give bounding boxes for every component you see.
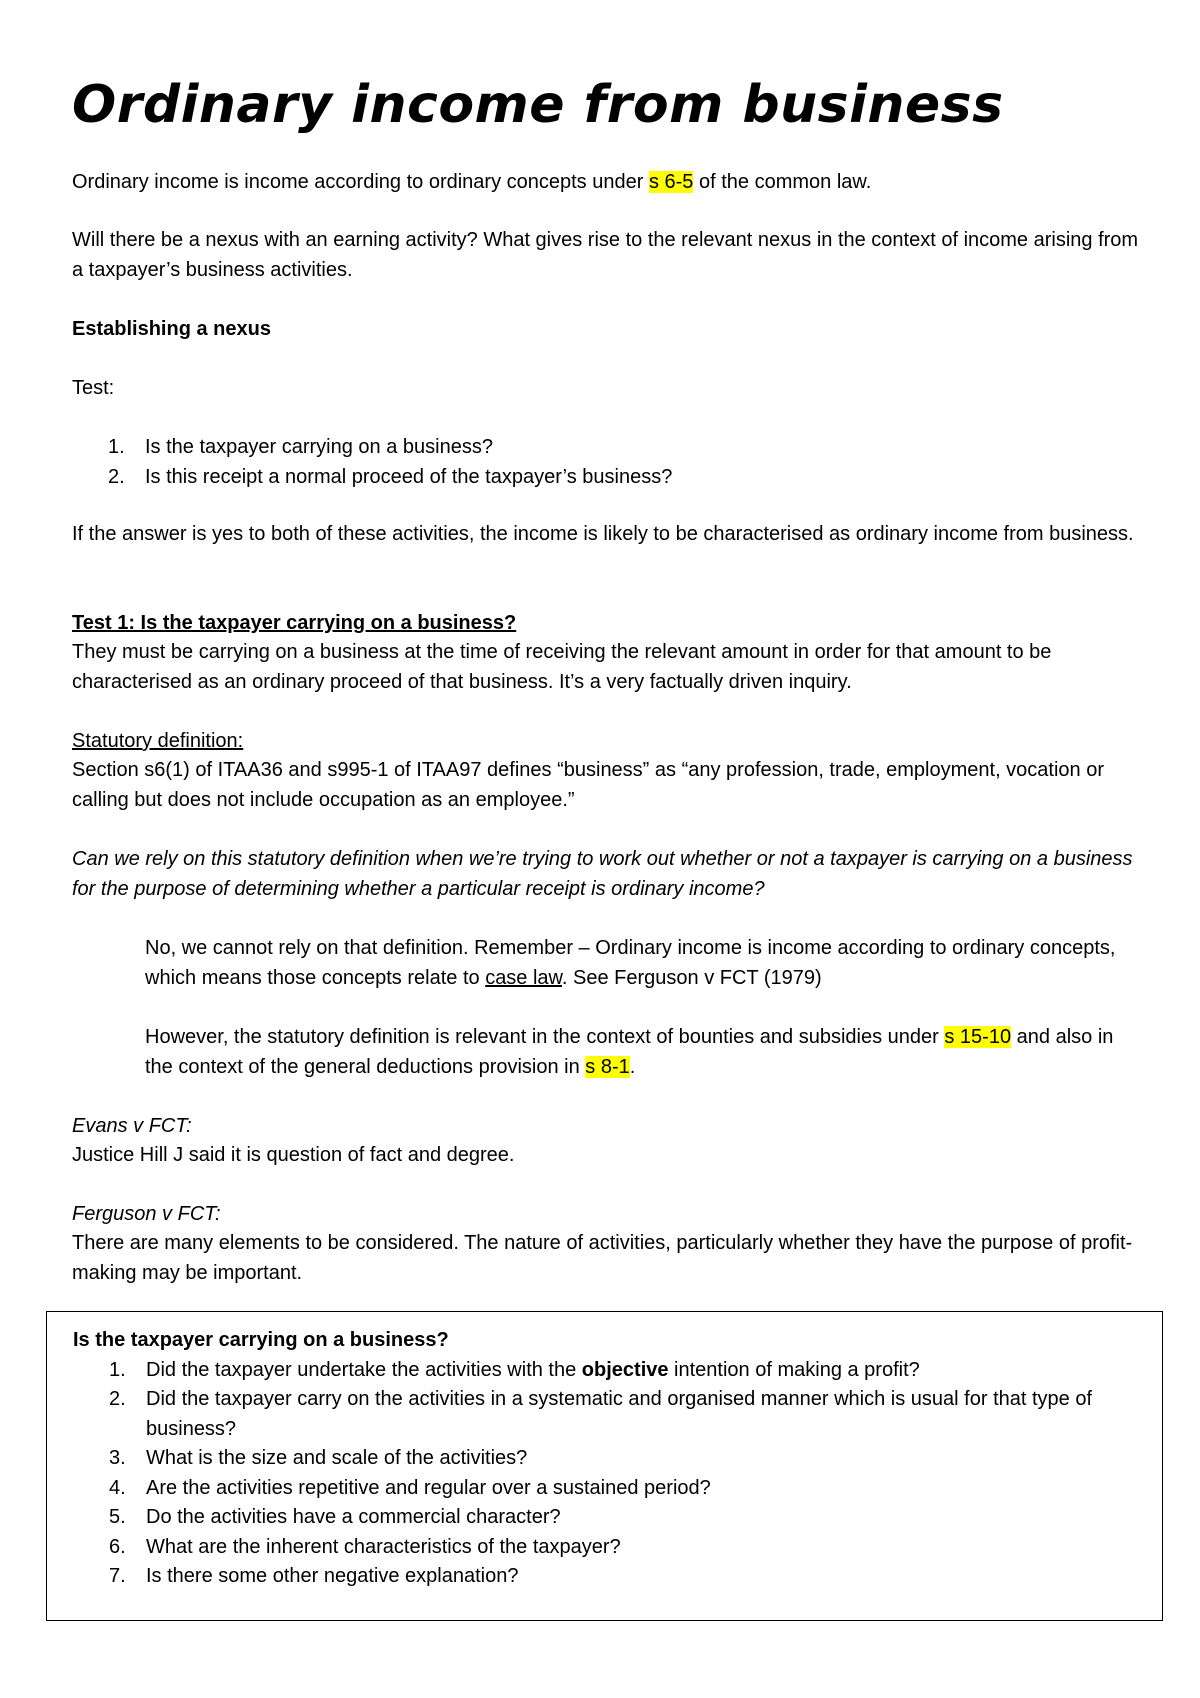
test-list [72, 433, 1142, 492]
statutory-heading: Statutory definition: [72, 730, 244, 752]
however-paragraph [145, 1023, 1145, 1082]
list-item [72, 433, 1142, 463]
no-answer-text-end: . See Ferguson v FCT (1979) [561, 966, 822, 989]
rely-question: Can we rely on this statutory definition when we’re trying to work out whether or not a taxpayer is carrying on a business for the purpose of determining whether a particular receipt is ordinary income? [72, 848, 1133, 900]
ferguson-body: There are many elements to be considered. The nature of activities, particularly whether they have the purpose of profit-making may be important. [72, 1232, 1133, 1284]
evans-case-name: Evans v FCT: [72, 1115, 192, 1137]
list-number: 7. [109, 1565, 126, 1587]
however-text-middle: and also in the context of the general deductions provision in [145, 1026, 1114, 1078]
test1-heading: Test 1: Is the taxpayer carrying on a business? [72, 612, 517, 634]
list-text: Is this receipt a normal proceed of the taxpayer’s business? [145, 465, 673, 488]
section-ref-8-1: s 8-1 [585, 1055, 630, 1078]
list-item [72, 463, 1142, 493]
list-item [73, 1503, 1153, 1533]
list-text-bold: objective [581, 1358, 669, 1381]
list-text: Is there some other negative explanation? [146, 1565, 519, 1587]
test1-body: They must be carrying on a business at the time of receiving the relevant amount in order for that amount to be characterised as an ordinary proceed of that business. It’s a very factually driven inquiry. [72, 641, 1052, 693]
evans-body: Justice Hill J said it is question of fact and degree. [72, 1144, 515, 1166]
list-number: 1. [109, 1358, 126, 1381]
list-number: 1. [108, 436, 125, 458]
list-number: 2. [109, 1388, 126, 1410]
case-law-link: case law [485, 966, 562, 989]
however-text-end: . [629, 1055, 636, 1078]
list-item [73, 1474, 1153, 1504]
intro-text: Ordinary income is income according to ordinary concepts under [72, 171, 649, 193]
establishing-heading: Establishing a nexus [72, 318, 271, 340]
list-number: 5. [109, 1506, 126, 1528]
list-number: 3. [109, 1447, 126, 1469]
no-answer-text: No, we cannot rely on that definition. Remember – Ordinary income is income according to ordinary concepts, which means those concepts relate to [145, 937, 1116, 989]
list-item [73, 1562, 1153, 1592]
nexus-question: Will there be a nexus with an earning activity? What gives rise to the relevant nexus in the context of income arising from a taxpayer’s business activities. [72, 229, 1139, 281]
statutory-body: Section s6(1) of ITAA36 and s995-1 of ITAA97 defines “business” as “any profession, trade, employment, vocation or calling but does not include occupation as an employee.” [72, 759, 1105, 811]
no-answer-paragraph [145, 934, 1145, 993]
business-checklist-box [46, 1311, 1163, 1621]
list-item [73, 1533, 1153, 1563]
section-ref-15-10: s 15-10 [944, 1026, 1012, 1048]
list-item [73, 1444, 1153, 1474]
list-number: 4. [109, 1476, 126, 1499]
intro-text-end: of the common law. [693, 171, 872, 193]
test-label: Test: [72, 377, 115, 399]
list-number: 2. [108, 465, 125, 488]
list-text: Do the activities have a commercial character? [146, 1506, 561, 1528]
list-text: Did the taxpayer carry on the activities in a systematic and organised manner which is usual for that type of business? [146, 1388, 1093, 1440]
list-text: Is the taxpayer carrying on a business? [145, 436, 493, 458]
list-text: What is the size and scale of the activities? [146, 1447, 528, 1469]
box-heading: Is the taxpayer carrying on a business? [73, 1329, 449, 1351]
list-number: 6. [109, 1535, 126, 1558]
intro-paragraph [72, 168, 1142, 198]
section-ref-6-5: s 6-5 [648, 171, 694, 193]
list-text: Did the taxpayer undertake the activities with the [146, 1358, 582, 1381]
checklist [73, 1356, 1153, 1592]
list-item [73, 1356, 1153, 1386]
however-text: However, the statutory definition is relevant in the context of bounties and subsidies under [145, 1026, 945, 1048]
list-text: Are the activities repetitive and regular over a sustained period? [146, 1476, 711, 1499]
business-checklist-content [73, 1326, 1153, 1592]
both-yes-paragraph: If the answer is yes to both of these activities, the income is likely to be characterised as ordinary income from business. [72, 523, 1134, 545]
list-text: What are the inherent characteristics of the taxpayer? [146, 1535, 621, 1558]
page-title: Ordinary income from business [72, 75, 1004, 135]
list-text-end: intention of making a profit? [668, 1358, 920, 1381]
ferguson-case-name: Ferguson v FCT: [72, 1203, 221, 1225]
list-item [73, 1385, 1153, 1444]
